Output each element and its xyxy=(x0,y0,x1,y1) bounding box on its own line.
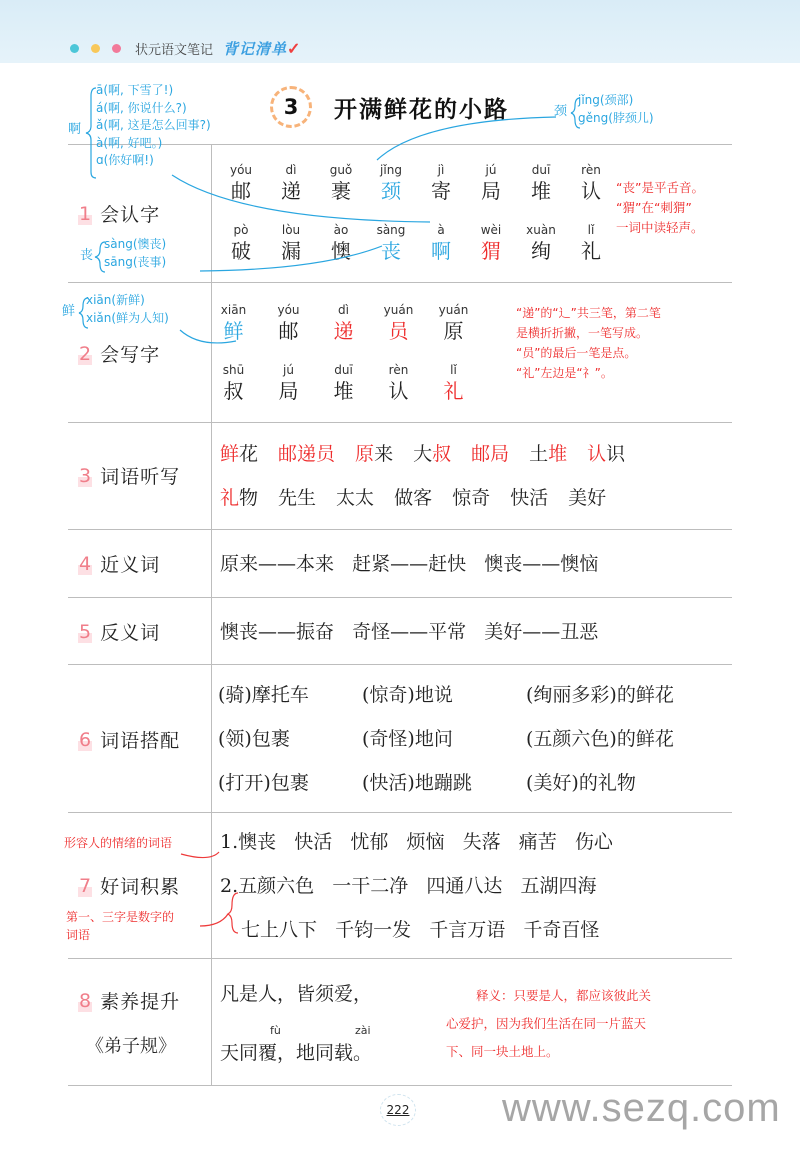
note-line: “猬”在“刺猬” xyxy=(616,200,692,215)
hanzi: 啊 xyxy=(431,239,451,263)
sang-readings xyxy=(104,236,166,271)
section-4-label xyxy=(78,550,160,577)
hanzi: 猬 xyxy=(481,239,501,263)
collocation-item: (打开)包裹 xyxy=(218,772,309,794)
word xyxy=(220,487,258,509)
xian-char-label: 鲜 xyxy=(62,304,76,319)
pinyin: duī xyxy=(334,363,353,377)
section-title: 反义词 xyxy=(100,622,161,644)
char-cell xyxy=(371,362,426,404)
pinyin: dì xyxy=(285,163,297,177)
write-chars-row-2 xyxy=(206,362,481,404)
hanzi: 局 xyxy=(278,379,299,403)
char-cell xyxy=(216,162,266,204)
char-cell xyxy=(316,302,371,344)
word-part: 快活 xyxy=(510,487,549,509)
hanzi: 颈 xyxy=(381,179,401,203)
char-cell xyxy=(316,362,371,404)
brand-name: 状元语文笔记 xyxy=(135,42,214,58)
emotion-words-note: 形容人的情绪的词语 xyxy=(64,836,173,850)
section-title: 素养提升 xyxy=(100,991,181,1013)
hanzi: 丧 xyxy=(381,239,401,263)
word-part: 美好 xyxy=(568,487,607,509)
word-part: 礼 xyxy=(220,487,240,509)
recognize-chars-row-2 xyxy=(216,222,616,264)
number-idioms-note xyxy=(66,908,174,944)
section-title: 近义词 xyxy=(100,554,161,576)
section-tag: 背记清单 xyxy=(223,39,288,58)
checkmark-icon: ✓ xyxy=(287,38,301,58)
word-part: 邮递员 xyxy=(278,443,336,465)
section-6-label xyxy=(78,726,180,753)
hanzi: 局 xyxy=(481,179,501,203)
sang-reading: sāng(丧事) xyxy=(104,254,167,269)
a-readings xyxy=(96,82,211,170)
word-part: 原 xyxy=(355,443,375,465)
pinyin: rèn xyxy=(581,163,601,177)
word xyxy=(510,487,548,509)
char-cell xyxy=(516,222,566,264)
section-title: 词语搭配 xyxy=(100,730,181,752)
collocation-item: (五颜六色)的鲜花 xyxy=(526,728,674,750)
note-line: 一词中读轻声。 xyxy=(616,220,704,235)
a-reading: ɑ(你好啊!) xyxy=(96,153,154,167)
row-divider xyxy=(68,664,732,665)
lesson-title: 开满鲜花的小路 xyxy=(334,96,509,123)
section-number: 4 xyxy=(79,552,92,575)
synonyms-line: 原来——本来 赶紧——赶快 懊丧——懊恼 xyxy=(220,553,599,575)
pinyin: wèi xyxy=(480,223,502,237)
pinyin: ào xyxy=(333,223,349,237)
xian-readings xyxy=(86,292,169,327)
section-number: 2 xyxy=(79,342,92,365)
char-cell xyxy=(316,162,366,204)
hanzi: 原 xyxy=(443,319,464,343)
row-divider xyxy=(68,812,732,813)
section-8-label xyxy=(78,987,180,1014)
xian-reading: xiǎn(鲜为人知) xyxy=(86,310,169,325)
section-title: 词语听写 xyxy=(100,466,181,488)
word xyxy=(471,443,509,465)
char-cell xyxy=(426,302,481,344)
section-number: 7 xyxy=(79,874,92,897)
pinyin: rèn xyxy=(388,363,409,377)
lesson-heading xyxy=(270,86,509,128)
dot-icon-yellow xyxy=(91,44,100,53)
pinyin: lòu xyxy=(281,223,301,237)
row-divider xyxy=(68,282,732,283)
pinyin-fu: fù xyxy=(270,1024,281,1037)
pinyin: yóu xyxy=(277,303,300,317)
note-line: 释义：只要是人，都应该彼此关 xyxy=(476,988,652,1003)
word-part: 先生 xyxy=(278,487,317,509)
pinyin: xuàn xyxy=(526,223,556,237)
word-part: 大 xyxy=(413,443,433,465)
hanzi: 懊 xyxy=(331,239,351,263)
sang-reading: sàng(懊丧) xyxy=(104,237,167,251)
book-header xyxy=(70,38,300,58)
hanzi: 认 xyxy=(581,179,601,203)
word-part: 太太 xyxy=(336,487,375,509)
section-number: 5 xyxy=(79,620,92,643)
section-5-label xyxy=(78,618,160,645)
a-char-label: 啊 xyxy=(68,122,82,137)
a-reading: à(啊, 好吧。) xyxy=(96,135,163,150)
section-1-label xyxy=(78,200,160,227)
hanzi: 员 xyxy=(388,319,409,343)
meaning-note xyxy=(446,982,651,1066)
quote-line-1: 凡是人，皆须爱， xyxy=(220,983,373,1005)
word xyxy=(355,443,393,465)
char-cell xyxy=(261,362,316,404)
pinyin-zai: zài xyxy=(355,1024,371,1037)
word xyxy=(568,487,606,509)
pinyin: xiān xyxy=(220,303,247,317)
collocation-item: (骑)摩托车 xyxy=(218,684,309,706)
section-title: 会认字 xyxy=(100,204,161,226)
hanzi: 堆 xyxy=(531,179,551,203)
hanzi: 寄 xyxy=(431,179,451,203)
sang-char-label: 丧 xyxy=(80,248,94,263)
section-1-note xyxy=(616,178,704,238)
hanzi: 裹 xyxy=(331,179,351,203)
hanzi: 堆 xyxy=(333,379,354,403)
pinyin: jú xyxy=(283,363,294,377)
hanzi: 递 xyxy=(333,319,354,343)
section-title: 会写字 xyxy=(100,344,161,366)
good-words-line-2: 2.五颜六色 一干二净 四通八达 五湖四海 xyxy=(220,875,597,897)
char-cell xyxy=(566,222,616,264)
word-part: 堆 xyxy=(548,443,568,465)
pinyin: lǐ xyxy=(450,363,457,377)
hanzi: 邮 xyxy=(231,179,251,203)
section-number: 3 xyxy=(79,464,92,487)
word-part: 土 xyxy=(529,443,549,465)
pinyin: yuán xyxy=(383,303,414,317)
note-line: 是横折折撇，一笔写成。 xyxy=(516,326,649,340)
section-number: 6 xyxy=(79,728,92,751)
char-cell xyxy=(466,222,516,264)
collocation-item: (快活)地蹦跳 xyxy=(362,772,472,794)
hanzi: 绚 xyxy=(531,239,551,263)
a-reading: ǎ(啊, 这是怎么回事?) xyxy=(96,118,211,132)
char-cell xyxy=(516,162,566,204)
char-cell xyxy=(316,222,366,264)
a-reading: ā(啊, 下雪了!) xyxy=(96,83,174,97)
pinyin: lǐ xyxy=(587,223,595,237)
pinyin: jì xyxy=(437,163,445,177)
good-words-line-1: 1.懊丧 快活 忧郁 烦恼 失落 痛苦 伤心 xyxy=(220,831,613,853)
row-divider xyxy=(68,529,732,530)
row-divider xyxy=(68,958,732,959)
antonyms-line: 懊丧——振奋 奇怪——平常 美好——丑恶 xyxy=(220,621,599,643)
dot-icon-pink xyxy=(112,44,121,53)
section-2-label xyxy=(78,340,160,367)
note-line: 第一、三字是数字的 xyxy=(66,910,175,924)
word xyxy=(278,487,316,509)
page-number: 222 xyxy=(380,1094,416,1126)
word-part: 邮局 xyxy=(471,443,510,465)
collocation-item: (领)包裹 xyxy=(218,728,290,750)
hanzi: 递 xyxy=(281,179,301,203)
dictation-line-2 xyxy=(220,483,626,510)
hanzi: 鲜 xyxy=(223,319,244,343)
char-cell xyxy=(206,362,261,404)
collocation-item: (美好)的礼物 xyxy=(526,772,636,794)
word xyxy=(394,487,432,509)
word xyxy=(529,443,567,465)
collocation-item: (奇怪)地问 xyxy=(362,728,453,750)
note-line: 下、同一块土地上。 xyxy=(446,1044,559,1059)
section-7-label xyxy=(78,872,180,899)
section-3-label xyxy=(78,462,180,489)
a-reading: á(啊, 你说什么?) xyxy=(96,100,187,115)
word-part: 物 xyxy=(239,487,259,509)
note-line: “员”的最后一笔是点。 xyxy=(516,346,637,360)
word-part: 叔 xyxy=(432,443,452,465)
note-line: “丧”是平舌音。 xyxy=(616,180,704,195)
write-chars-row-1 xyxy=(206,302,481,344)
section-number: 8 xyxy=(79,989,92,1012)
char-cell xyxy=(266,162,316,204)
good-words-line-3: 七上八下 千钧一发 千言万语 千奇百怪 xyxy=(241,919,600,941)
word xyxy=(278,443,335,465)
quote-line-2: 天同覆，地同载。 xyxy=(220,1042,373,1064)
word-part: 识 xyxy=(606,443,626,465)
watermark: www.sezq.com xyxy=(502,1086,781,1130)
word xyxy=(452,487,490,509)
pinyin: dì xyxy=(338,303,349,317)
row-divider xyxy=(68,422,732,423)
pinyin: guǒ xyxy=(329,163,353,177)
char-cell xyxy=(261,302,316,344)
char-cell xyxy=(371,302,426,344)
pinyin: shū xyxy=(222,363,245,377)
collocation-item: (绚丽多彩)的鲜花 xyxy=(526,684,674,706)
word-part: 鲜 xyxy=(220,443,240,465)
lesson-number-badge: 3 xyxy=(270,86,312,128)
word xyxy=(220,443,258,465)
pinyin: sàng xyxy=(376,223,406,237)
word-part: 花 xyxy=(239,443,259,465)
jing-reading: gěng(脖颈儿) xyxy=(578,110,654,125)
char-cell xyxy=(266,222,316,264)
char-cell xyxy=(366,162,416,204)
char-cell xyxy=(566,162,616,204)
word-part: 来 xyxy=(374,443,394,465)
jing-char-label: 颈 xyxy=(554,104,568,119)
dot-icon-teal xyxy=(70,44,79,53)
dictation-line-1 xyxy=(220,439,645,466)
pinyin: jǐng xyxy=(380,163,402,177)
word-part: 惊奇 xyxy=(452,487,491,509)
pinyin: yóu xyxy=(229,163,253,177)
word xyxy=(587,443,625,465)
hanzi: 漏 xyxy=(281,239,301,263)
row-divider xyxy=(68,597,732,598)
word xyxy=(413,443,451,465)
recognize-chars-row-1 xyxy=(216,162,616,204)
pinyin: pò xyxy=(233,223,249,237)
pinyin: à xyxy=(437,223,445,237)
char-cell xyxy=(416,162,466,204)
column-divider xyxy=(211,144,212,1085)
char-cell xyxy=(206,302,261,344)
hanzi: 礼 xyxy=(443,379,464,403)
pinyin: jú xyxy=(485,163,497,177)
hanzi: 礼 xyxy=(581,239,601,263)
note-line: 心爱护，因为我们生活在同一片蓝天 xyxy=(446,1016,647,1031)
hanzi: 认 xyxy=(388,379,409,403)
hanzi: 邮 xyxy=(278,319,299,343)
hanzi: 叔 xyxy=(223,379,244,403)
section-2-note xyxy=(516,303,661,383)
word-part: 做客 xyxy=(394,487,433,509)
pinyin: yuán xyxy=(438,303,469,317)
hanzi: 破 xyxy=(231,239,251,263)
pinyin: duī xyxy=(531,163,551,177)
section-title: 好词积累 xyxy=(100,876,181,898)
jing-readings xyxy=(578,92,654,127)
source-title: 《弟子规》 xyxy=(86,1036,176,1057)
xian-reading: xiān(新鲜) xyxy=(86,293,145,307)
char-cell xyxy=(426,362,481,404)
collocation-item: (惊奇)地说 xyxy=(362,684,453,706)
note-line: 词语 xyxy=(66,928,91,942)
jing-reading: jǐng(颈部) xyxy=(578,93,634,107)
note-line: “递”的“辶”共三笔，第二笔 xyxy=(516,306,661,320)
char-cell xyxy=(366,222,416,264)
word-part: 认 xyxy=(587,443,607,465)
word xyxy=(336,487,374,509)
note-line: “礼”左边是“礻”。 xyxy=(516,366,613,380)
section-number: 1 xyxy=(79,202,92,225)
char-cell xyxy=(216,222,266,264)
char-cell xyxy=(416,222,466,264)
char-cell xyxy=(466,162,516,204)
